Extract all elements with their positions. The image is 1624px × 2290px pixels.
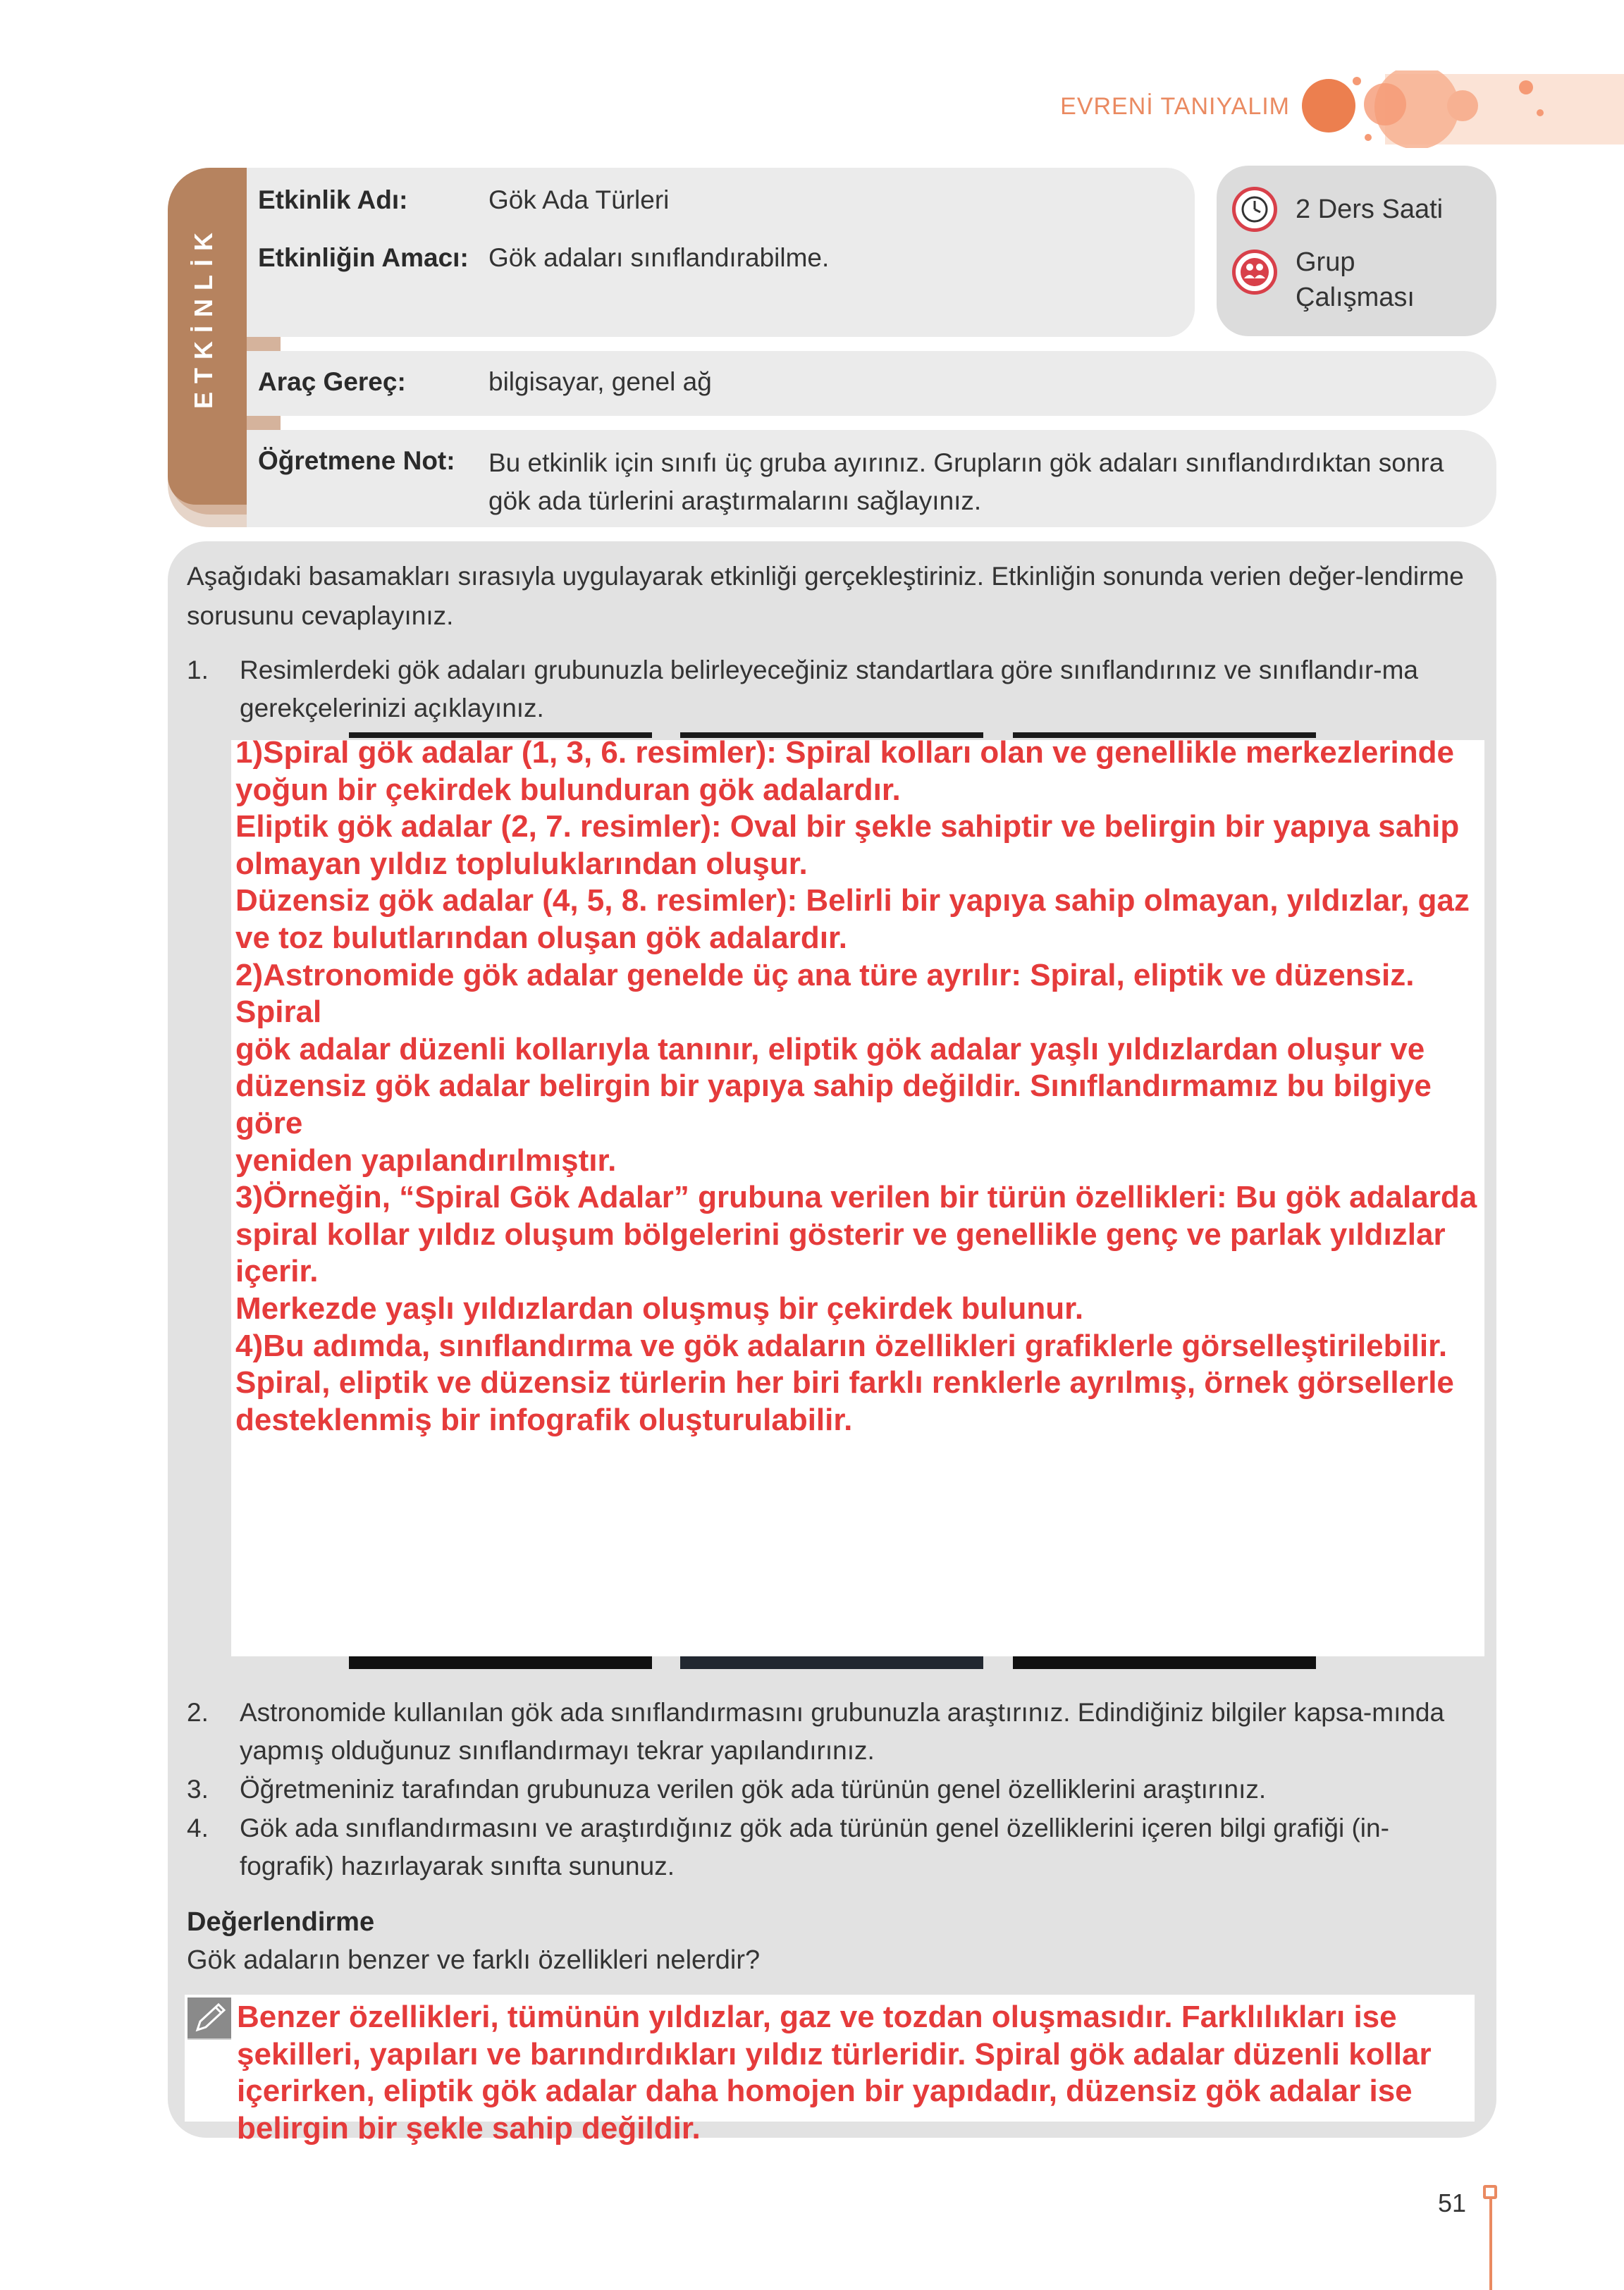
activity-name-value: Gök Ada Türleri bbox=[488, 185, 670, 214]
step-number: 3. bbox=[187, 1775, 209, 1804]
step-item bbox=[187, 1809, 1470, 1887]
step-item bbox=[187, 1694, 1470, 1771]
group-work-text bbox=[1296, 245, 1415, 315]
galaxy-photo-edge bbox=[1013, 1655, 1316, 1669]
page-marker-cap bbox=[1483, 2185, 1497, 2199]
page-marker-line bbox=[1489, 2191, 1492, 2290]
activity-name-label: Etkinlik Adı: bbox=[258, 185, 408, 214]
step-number: 4. bbox=[187, 1814, 209, 1842]
step-number: 1. bbox=[187, 655, 209, 684]
group-work-icon bbox=[1232, 250, 1277, 295]
step-text: Astronomide kullanılan gök ada sınıflandırmasını grubunuzla araştırınız. Edindiğiniz bilgiler kapsa-mında yapmış olduğunuz sınıflandırmayı tekrar yapılandırınız. bbox=[240, 1698, 1445, 1765]
activity-purpose-value: Gök adaları sınıflandırabilme. bbox=[488, 243, 830, 272]
pencil-icon bbox=[187, 1997, 231, 2038]
teacher-note-value: Bu etkinlik için sınıfı üç gruba ayırınız. Grupların gök adaları sınıflandırdıktan sonra gök ada türlerini araştırmalarını sağlayınız. bbox=[488, 448, 1444, 515]
group-work-line-1: Grup bbox=[1296, 247, 1355, 277]
header-decoration bbox=[1300, 70, 1624, 148]
writing-lines bbox=[187, 2038, 231, 2123]
tools-value: bilgisayar, genel ağ bbox=[488, 367, 712, 396]
tools-label: Araç Gereç: bbox=[258, 367, 406, 396]
page-number: 51 bbox=[1438, 2189, 1467, 2217]
step-text: Resimlerdeki gök adaları grubunuzla belirleyeceğiniz standartlara göre sınıflandırınız ve sınıflandır-ma gerekçelerinizi açıklayınız. bbox=[240, 655, 1419, 722]
evaluation-answer: Benzer özellikleri, tümünün yıldızlar, gaz ve tozdan oluşmasıdır. Farklılıkları ise şekilleri, yapıları ve barındırdıkları yıldız türleridir. Spiral gök adalar düzenli kollar içerirken, eliptik gök adalar daha homojen bir yapıdadır, düzensiz gök adalar ise belirgin bir şekle sahip değildir. bbox=[237, 2000, 1432, 2146]
group-work-line-2: Çalışması bbox=[1296, 283, 1415, 312]
clock-icon bbox=[1232, 187, 1277, 232]
answer-text: 1)Spiral gök adalar (1, 3, 6. resimler): Spiral kolları olan ve genellikle merkezlerinde yoğun bir çekirdek bulunduran gök adalardır. Eliptik gök adalar (2, 7. resimler): Oval bir şekle sahiptir ve belirgin bir yapıya sahip olmayan yıldız topluluklarından oluşur. Düzensiz gök adalar (4, 5, 8. resimler): Belirli bir yapıya sahip olmayan, yıldızlar, gaz ve toz bulutlarından oluşan gök adalardır. 2)Astronomide gök adalar genelde üç ana türe ayrılır: Spiral, eliptik ve düzensiz. Spiral gök adalar düzenli kollarıyla tanınır, eliptik gök adalar yaşlı yıldızlardan oluşur ve düzensiz gök adalar belirgin bir yapıya sahip değildir. Sınıflandırmamız bu bilgiye göre yeniden yapılandırılmıştır. 3)Örneğin, “Spiral Gök Adalar” grubuna verilen bir türün özellikleri: Bu gök adalarda spiral kollar yıldız oluşum bölgelerini gösterir ve genellikle genç ve parlak yıldızlar içerir. Merkezde yaşlı yıldızlardan oluşmuş bir çekirdek bulunur. 4)Bu adımda, sınıflandırma ve gök adaların özellikleri grafiklerle görselleştirilebilir. Spiral, eliptik ve düzensiz türlerin her biri farklı renklerle ayrılmış, örnek görsellerle desteklenmiş bir infografik oluşturulabilir. bbox=[235, 735, 1477, 1437]
step-item bbox=[187, 651, 1470, 729]
step-text: Gök ada sınıflandırmasını ve araştırdığınız gök ada türünün genel özelliklerini içeren bilgi grafiği (in-fografik) hazırlayarak sınıfta sununuz. bbox=[240, 1814, 1389, 1880]
tools-box bbox=[247, 351, 1496, 416]
galaxy-photo-edge bbox=[349, 1655, 652, 1669]
evaluation-title: Değerlendirme bbox=[187, 1907, 375, 1937]
evaluation-question: Gök adaların benzer ve farklı özellikleri nelerdir? bbox=[187, 1945, 761, 1975]
section-title: EVRENİ TANIYALIM bbox=[1060, 93, 1290, 120]
teacher-note-label: Öğretmene Not: bbox=[258, 446, 455, 475]
activity-tab-label: ETKİNLİK bbox=[189, 224, 218, 409]
step-item bbox=[187, 1771, 1470, 1810]
step-number: 2. bbox=[187, 1698, 209, 1727]
duration-text: 2 Ders Saati bbox=[1296, 195, 1444, 224]
instructions-intro: Aşağıdaki basamakları sırasıyla uygulayarak etkinliği gerçekleştiriniz. Etkinliğin sonunda verien değer-lendirme sorusunu cevaplayınız. bbox=[187, 562, 1464, 630]
activity-purpose-label: Etkinliğin Amacı: bbox=[258, 243, 469, 272]
galaxy-photo-edge bbox=[680, 1655, 983, 1669]
step-text: Öğretmeniniz tarafından grubunuza verilen gök ada türünün genel özelliklerini araştırınız. bbox=[240, 1775, 1267, 1804]
